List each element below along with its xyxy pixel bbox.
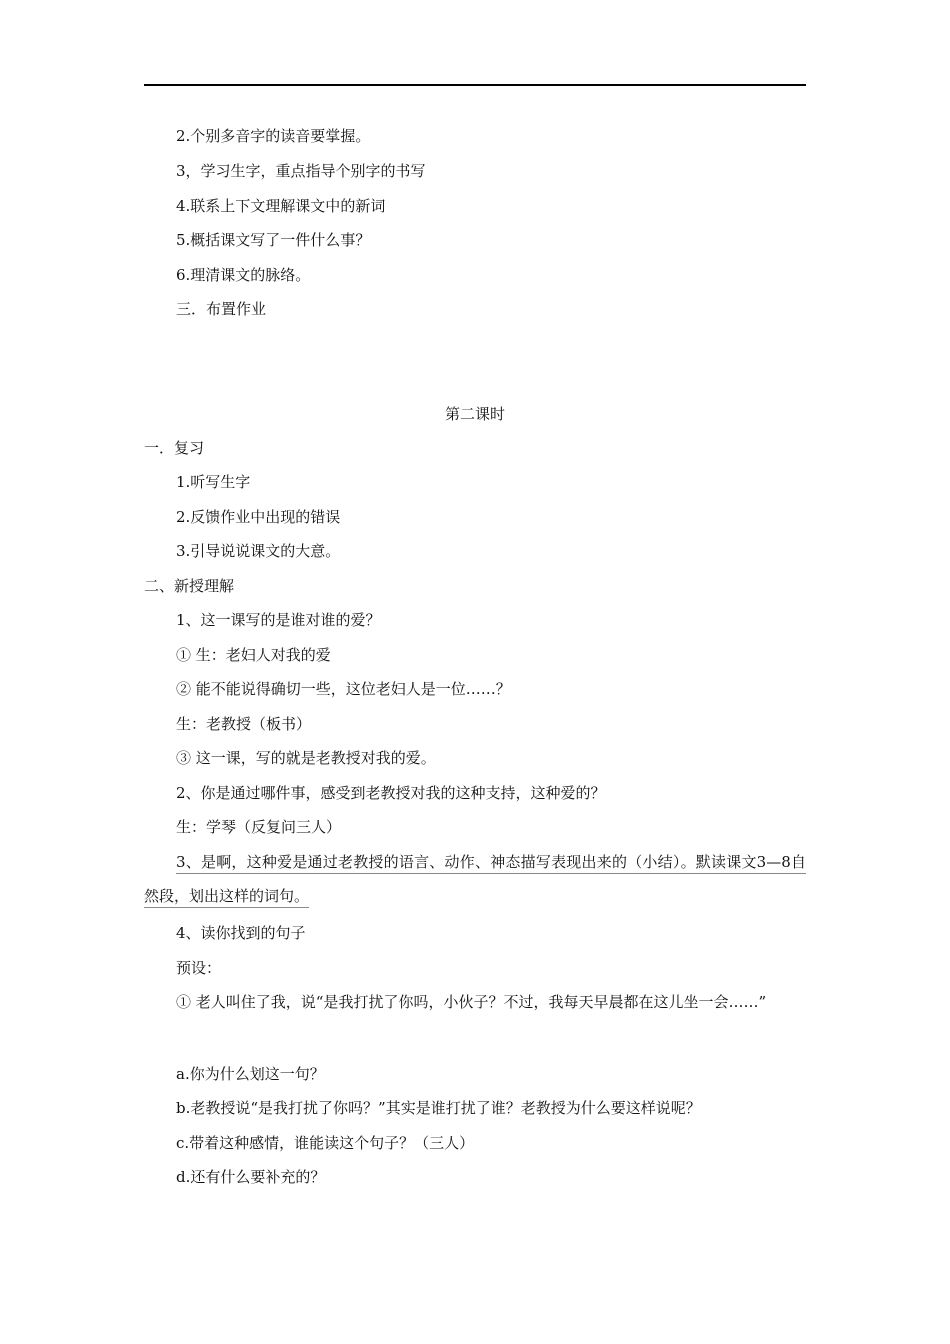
list-item: 3，学习生字，重点指导个别字的书写 (176, 162, 426, 180)
section-heading: 二、新授理解 (144, 577, 235, 595)
lesson-title: 第二课时 (444, 405, 505, 423)
list-item: 2.个别多音字的读音要掌握。 (176, 127, 371, 145)
answer: ① 生：老妇人对我的爱 (176, 646, 331, 664)
list-item: 3.引导说说课文的大意。 (176, 542, 341, 560)
list-item: 6.理清课文的脉络。 (176, 266, 311, 284)
list-item: 5.概括课文写了一件什么事？ (176, 231, 371, 249)
list-item: 4.联系上下文理解课文中的新词 (176, 197, 386, 215)
sub-question: b.老教授说“是我打扰了你吗？”其实是谁打扰了谁？老教授为什么要这样说呢？ (176, 1099, 701, 1117)
quote-paragraph: ① 老人叫住了我，说“是我打扰了你吗，小伙子？不过，我每天早晨都在这儿坐一会……” (176, 993, 767, 1011)
list-item: 2.反馈作业中出现的错误 (176, 508, 341, 526)
question-paragraph (144, 845, 806, 913)
sub-question: d.还有什么要补充的？ (176, 1168, 326, 1186)
question: 4、读你找到的句子 (176, 924, 306, 942)
header-rule (144, 84, 806, 86)
section-heading: 一．复习 (144, 439, 205, 457)
answer: 生：学琴（反复问三人） (176, 818, 342, 836)
question: 1、这一课写的是谁对谁的爱？ (176, 611, 381, 629)
answer: ③ 这一课，写的就是老教授对我的爱。 (176, 749, 436, 767)
underlined-text: 3、是啊，这种爱是通过老教授的语言、动作、神态描写表现出来的（小结）。默读课文3—8自然段，划出这样的词句。 (144, 853, 806, 908)
question: 2、你是通过哪件事，感受到老教授对我的这种支持，这种爱的？ (176, 784, 606, 802)
answer: ② 能不能说得确切一些，这位老妇人是一位……？ (176, 680, 511, 698)
answer: 生：老教授（板书） (176, 715, 312, 733)
preset-label: 预设： (176, 959, 222, 977)
list-item: 1.听写生字 (176, 473, 251, 491)
sub-question: a.你为什么划这一句？ (176, 1065, 325, 1083)
sub-question: c.带着这种感情，谁能读这个句子？（三人） (176, 1134, 475, 1152)
section-heading: 三．布置作业 (176, 300, 267, 318)
